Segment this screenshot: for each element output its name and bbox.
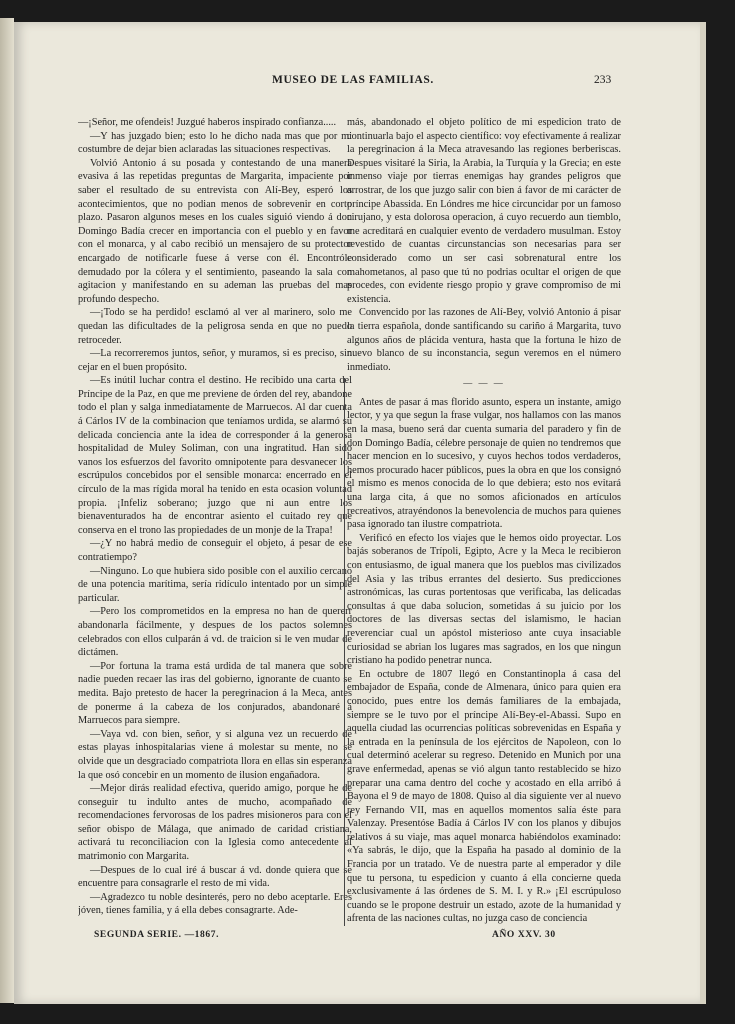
left-column bbox=[78, 116, 352, 926]
paragraph: —¡Todo se ha perdido! esclamó al ver al marinero, solo me quedan las dificultades de la peligrosa senda en que no puedo retroceder. bbox=[78, 307, 352, 346]
paragraph: Convencido por las razones de Alí-Bey, volvió Antonio á pisar la tierra española, donde santificando su cariño á Margarita, tuvo algunos años de plácida ventura, hasta que la fortuna le hizo de nuevo blanco de su inconstancia, segun veremos en el número inmediato. bbox=[347, 307, 621, 373]
section-separator: — — — bbox=[463, 378, 505, 389]
paragraph: —¡Señor, me ofendeis! Juzgué haberos inspirado confianza..... bbox=[78, 117, 337, 128]
right-column bbox=[347, 116, 621, 926]
page-footer bbox=[14, 930, 700, 946]
running-header bbox=[14, 74, 700, 94]
paragraph: —Despues de lo cual iré á buscar á vd. donde quiera que se encuentre para consagrarle el resto de mi vida. bbox=[78, 864, 352, 890]
paragraph: —Mejor dirás realidad efectiva, querido amigo, porque he de conseguir tu indulto antes de mucho, acompañado de recomendaciones fervorosas de los padres misioneros para con el señor obispo de Málaga, que animado de caridad cristiana, activará tu reconciliacion con la Iglesia como antecedente al matrimonio con Margarita. bbox=[78, 783, 352, 863]
paragraph: —Ninguno. Lo que hubiera sido posible con el auxilio cercano de una potencia marítima, sería ridículo intentado por un simple particular. bbox=[78, 565, 352, 604]
paragraph: —La recorreremos juntos, señor, y muramos, si es preciso, sin cejar en el buen propósito. bbox=[78, 348, 352, 373]
paragraph: más, abandonado el objeto político de mi espedicion trato de continuarla bajo el aspecto científico: voy efectivamente á realizar la peregrinacion á la Meca atravesando las regiones berberiscas. Despues visitaré la Siria, la Arabia, la Turquía y la Grecia; en este inmenso viaje por tierras enemigas hay grandes peligros que arrostrar, de los que juzgo salir con bien á favor de mi carácter de príncipe Abassida. En Lóndres me hice circuncidar por un famoso cirujano, y esta dolorosa operacion, á cuyo recuerdo aun tiemblo, me acreditará en cualquier evento de verdadero musulman. Estoy revestido de cuantas circunstancias son necesarias para ser considerado como un ser casi sobrenatural entre los mahometanos, al paso que tú no podrias ocultar el origen de que procedes, con evidente riesgo propio y grave compromiso de mi existencia. bbox=[347, 117, 621, 305]
paragraph: Verificó en efecto los viajes que le hemos oido proyectar. Los bajás soberanos de Trípoli, Egipto, Acre y la Meca le recibieron con entusiasmo, de igual manera que los pueblos mas civilizados del Asia y las tribus errantes del desierto. Sus predicciones astronómicas, las curas portentosas que verificaba, las delicadas consultas á que daba solucion, sometidas á su juicio por los doctores de las diversas sectas del islamismo, le hacian reverenciar cual un apóstol misterioso ante cuya insaciable curiosidad se abrian los lugares mas sagrados, en los que ningun cristiano ha podido penetrar nunca. bbox=[347, 532, 621, 667]
paragraph: —Pero los comprometidos en la empresa no han de quererr abandonarla fácilmente, y despues de los pactos solemnes celebrados con ellos culparán á vd. de traicion si le ven mudar de dictámen. bbox=[78, 606, 352, 659]
paragraph: —Agradezco tu noble desinterés, pero no debo aceptarle. Eres jóven, tienes familia, y á ella debes consagrarte. Ade- bbox=[78, 891, 352, 917]
page-edge bbox=[700, 22, 706, 1004]
page-number: 233 bbox=[594, 74, 612, 86]
column-divider bbox=[344, 378, 345, 926]
paragraph: —¿Y no habrá medio de conseguir el objeto, á pesar de ese contratiempo? bbox=[78, 538, 352, 563]
paragraph: En octubre de 1807 llegó en Constantinopla á casa del embajador de España, conde de Almenara, único para quien era conocido, pues entre los demás familiares de la embajada, siempre se le tuvo por el príncipe Alí-Bey-el-Abassi. Supo en aquella ciudad las ocurrencias políticas sobrevenidas en España y la entrada en la península de los ejércitos de Napoleon, con lo cual determinó acelerar su regreso. Detenido en Munich por una grave enfermedad, apenas se vió algun tanto restablecido se hizo preparar una cama dentro del coche y acostado en ella arribó á Bayona el 9 de mayo de 1808. Quiso al dia siguiente ver al nuevo rey Fernando VII, mas en aquellos momentos salía éste para Valenzay. Presentóse Badía á Cárlos IV con los planos y dibujos relativos á su viaje, mas aquel monarca habiéndolos examinado: «Ya sabrás, le dijo, que la España ha pasado al dominio de la Francia por un tratado. Ve de nuestra parte al emperador y dile que tu persona, tu espedicion y cuanto á ella concierne queda exclusivamente á las órdenes de S. M. I. y R.» ¡El escrúpuloso cuando se le propone destruir un estado, azote de la humanidad y afrenta de las naciones cultas, no juzga caso de conciencia bbox=[347, 668, 621, 925]
book-page bbox=[14, 22, 700, 1004]
series-label: SEGUNDA SERIE. —1867. bbox=[94, 930, 220, 940]
journal-title: MUSEO DE LAS FAMILIAS. bbox=[272, 74, 434, 86]
paragraph: Volvió Antonio á su posada y contestando de una manera evasiva á las repetidas preguntas de Margarita, impaciente por saber el resultado de su entrevista con Alí-Bey, esperó los acontecimientos, que no podian menos de sobrevenir en corto plazo. Pasaron algunos meses en los cuales siguió viendo á don Domingo Badía crecer en importancia con el pueblo y en favor con el monarca, y al cabo recibió un mensajero de su protector encargado de notificarle fuese á verse con él. Encontróle demudado por la cólera y el sentimiento, paseando la sala con agitacion y manifestando en su ademan las pruebas del mas profundo despecho. bbox=[78, 157, 352, 305]
paragraph: —Por fortuna la trama está urdida de tal manera que sobre nadie pueden recaer las iras del gobierno, ignorante de cuanto se medita. Bajo pretesto de hacer la peregrinacion á la Meca, antes de ponerme á la cabeza de los conjurados, abandonaré á Marruecos para siempre. bbox=[78, 660, 352, 727]
adjacent-page-edge bbox=[0, 18, 14, 1003]
paragraph: Antes de pasar á mas florido asunto, espera un instante, amigo lector, y ya que segun la frase vulgar, nos hallamos con las manos en la masa, bueno será dar cuenta sumaria del paradero y fin de don Domingo Badía, célebre personaje de quien no tendremos que hacer mencion en lo sucesivo, y cuyos hechos todos verdaderos, hemos procurado hacer públicos, pues la obra en que los consignó el mismo es menos conocida de lo que debiera; esto nos evitará una larga cita, á que no somos aficionados en artículos recreativos, atrayéndonos la benevolencia de muchos para quienes pasa ignorado tan ilustre compatriota. bbox=[347, 396, 621, 531]
paragraph: —Vaya vd. con bien, señor, y si alguna vez un recuerdo de estas playas inhospitalarias viene á molestar su mente, no se olvide que un desgraciado compatriota llora en ellas sin esperanza la que osó concebir en un momento de ilusion engañadora. bbox=[78, 728, 352, 781]
volume-label: AÑO XXV. 30 bbox=[492, 930, 556, 940]
paragraph: —Y has juzgado bien; esto lo he dicho nada mas que por mi costumbre de dejar bien aclaradas las situaciones respectivas. bbox=[78, 130, 352, 156]
paragraph: —Es inútil luchar contra el destino. He recibido una carta del Príncipe de la Paz, en que me previene de órden del rey, abandone todo el plan y salga inmediatamente de Marruecos. Al dar cuenta á Cárlos IV de la combinacion que teníamos urdida, se alarmó su delicada conciencia ante la idea de corresponder á la generosa hospitalidad de Muley Soliman, con una ingratitud. Han sido vanos los esfuerzos del favorito omnipotente para desvanecer los escrúpulos concebidos por el sensible monarca: encerrado en el círculo de la mas rígida moral ha tenido en esta ocasion voluntad propia. ¡Infeliz soberano; juzgo que ni aun entre los bienaventurados ha de encontrar asiento el cuitado rey que conserva en el trono las propiedades de un monje de la Trapa! bbox=[78, 375, 352, 536]
